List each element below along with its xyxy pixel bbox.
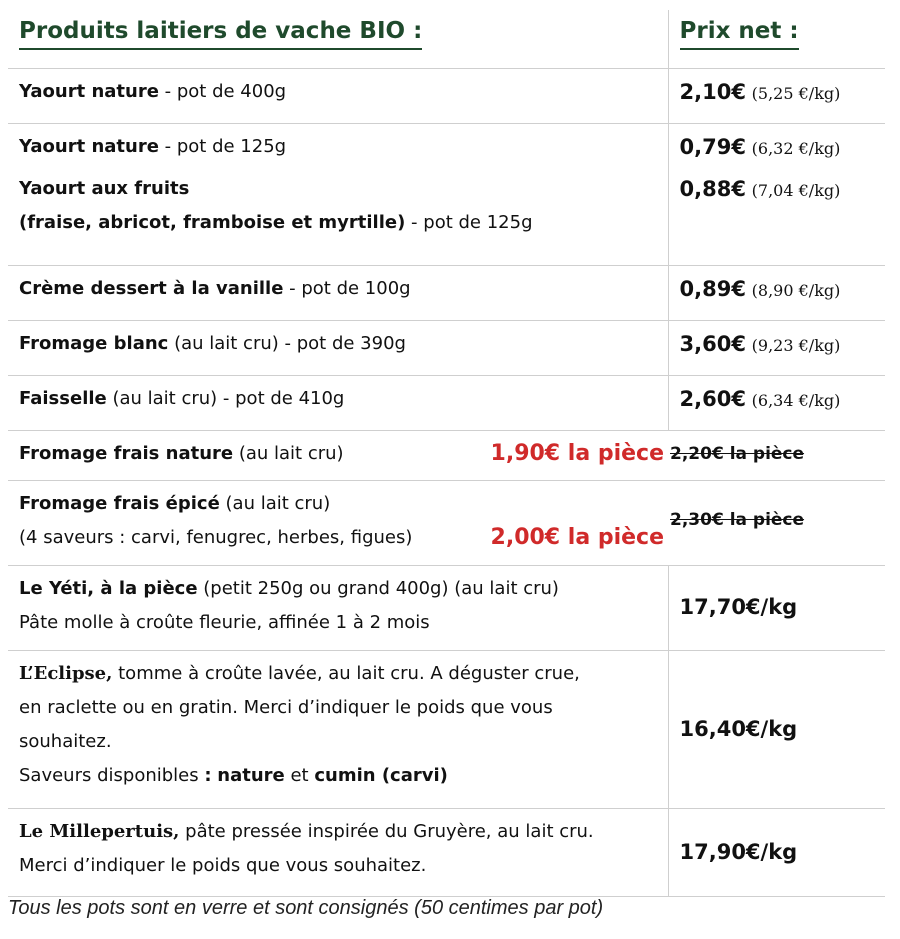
old-price: 2,30€ la pièce: [670, 510, 805, 530]
product-name: Fromage frais nature: [19, 443, 234, 464]
product-cell: [8, 481, 668, 566]
price-per-kg: (7,04 €/kg): [751, 180, 841, 200]
product-name: Fromage blanc: [19, 333, 169, 354]
product-name: Faisselle: [19, 388, 107, 409]
flavour-nature: nature: [217, 765, 285, 786]
table-row: [8, 481, 885, 566]
price-per-kg: (8,90 €/kg): [751, 281, 841, 300]
product-desc-line2: en raclette ou en gratin. Merci d’indiquer le poids que vous: [19, 697, 553, 718]
price-per-kg: (9,23 €/kg): [751, 336, 841, 355]
product-desc-line3: souhaitez.: [19, 731, 112, 752]
price-cell: [668, 809, 885, 897]
product-cell: [8, 809, 668, 897]
product-cell: [8, 68, 668, 123]
product-cell: [8, 431, 668, 481]
product-header-cell: [8, 10, 668, 68]
unit-price: 3,60€: [679, 332, 746, 356]
product-name-detail: (fraise, abricot, framboise et myrtille): [19, 211, 406, 233]
table-row: [8, 123, 885, 166]
product-name: L’Eclipse,: [19, 663, 113, 684]
product-name: Yaourt nature: [19, 135, 159, 157]
product-desc: (au lait cru): [219, 493, 331, 514]
flavours-and: et: [284, 765, 315, 786]
price-cell: [668, 166, 885, 266]
table-row: [8, 166, 885, 266]
kg-price: 17,90€/kg: [679, 839, 798, 864]
price-cell: [668, 68, 885, 123]
product-desc: - pot de 125g: [158, 135, 287, 157]
product-cell: [8, 651, 668, 809]
product-desc: (au lait cru) - pot de 410g: [106, 388, 345, 409]
deposit-note: Tous les pots sont en verre et sont consignés (50 centimes par pot): [8, 897, 604, 919]
price-title: Prix net :: [680, 14, 799, 50]
table-row: [8, 809, 885, 897]
price-per-kg: (6,34 €/kg): [751, 391, 841, 410]
table-row: [8, 68, 885, 123]
unit-price: 2,10€: [679, 79, 746, 104]
price-cell: [668, 481, 885, 566]
table-row: [8, 321, 885, 376]
product-name: Le Millepertuis,: [19, 821, 180, 842]
unit-price: 0,88€: [679, 176, 746, 201]
product-desc: (au lait cru): [233, 443, 344, 464]
product-cell: [8, 321, 668, 376]
product-desc-line2: (4 saveurs : carvi, fenugrec, herbes, figues): [19, 527, 413, 548]
product-desc-line2: Pâte molle à croûte fleurie, affinée 1 à 2 mois: [19, 612, 430, 633]
price-cell: [668, 321, 885, 376]
product-name: Crème dessert à la vanille: [19, 278, 284, 299]
price-sheet: [8, 10, 885, 897]
product-desc: - pot de 125g: [405, 211, 533, 233]
kg-price: 17,70€/kg: [679, 595, 798, 619]
promo-price: 2,00€ la pièce: [490, 525, 664, 550]
unit-price: 2,60€: [679, 387, 746, 411]
product-name: Fromage frais épicé: [19, 493, 220, 514]
product-desc: pâte pressée inspirée du Gruyère, au lait cru.: [179, 821, 594, 842]
kg-price: 16,40€/kg: [679, 716, 798, 741]
product-desc: - pot de 100g: [283, 278, 411, 299]
price-per-kg: (6,32 €/kg): [751, 138, 841, 158]
product-desc: - pot de 400g: [158, 80, 287, 102]
price-cell: [668, 266, 885, 321]
table-row: [8, 651, 885, 809]
table-row: [8, 376, 885, 431]
price-cell: [668, 431, 885, 481]
promo-price: 1,90€ la pièce: [490, 441, 664, 466]
unit-price: 0,79€: [679, 134, 746, 159]
table-header-row: [8, 10, 885, 68]
product-desc: (au lait cru) - pot de 390g: [168, 333, 406, 354]
flavours-colon: :: [204, 765, 212, 786]
table-row: [8, 431, 885, 481]
table-row: [8, 266, 885, 321]
flavours-label: Saveurs disponibles: [19, 765, 205, 786]
product-desc: (petit 250g ou grand 400g) (au lait cru): [197, 578, 559, 599]
product-name: Yaourt nature: [19, 80, 159, 102]
unit-price: 0,89€: [679, 277, 746, 301]
product-cell: [8, 566, 668, 651]
price-table: [8, 10, 885, 897]
price-cell: [668, 376, 885, 431]
price-cell: [668, 566, 885, 651]
product-cell: [8, 123, 668, 166]
product-desc-line2: Merci d’indiquer le poids que vous souhaitez.: [19, 855, 427, 876]
product-cell: [8, 376, 668, 431]
flavour-cumin: cumin (carvi): [314, 765, 448, 786]
price-header-cell: [668, 10, 885, 68]
table-row: [8, 566, 885, 651]
product-name: Yaourt aux fruits: [19, 177, 190, 199]
price-cell: [668, 651, 885, 809]
price-per-kg: (5,25 €/kg): [751, 83, 841, 103]
old-price: 2,20€ la pièce: [670, 444, 805, 464]
product-desc: tomme à croûte lavée, au lait cru. A déguster crue,: [112, 663, 580, 684]
products-title: Produits laitiers de vache BIO :: [19, 14, 422, 50]
product-cell: [8, 266, 668, 321]
product-name: Le Yéti, à la pièce: [19, 578, 198, 599]
price-cell: [668, 123, 885, 166]
product-cell: [8, 166, 668, 266]
